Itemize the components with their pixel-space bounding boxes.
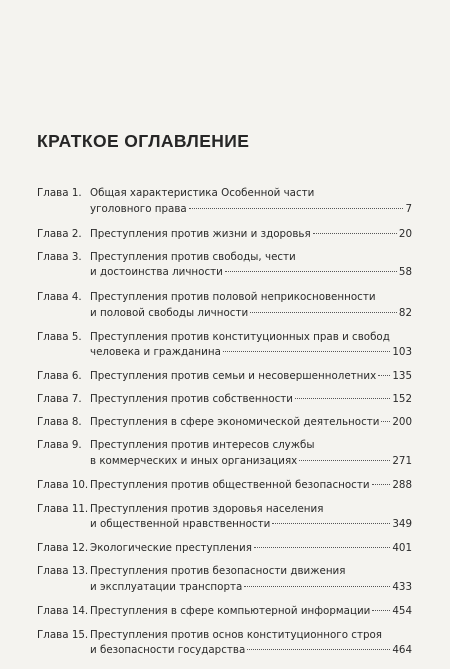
toc-entry[interactable] <box>37 564 412 595</box>
chapter-number: Глава 11. <box>37 502 89 515</box>
toc-entry[interactable] <box>37 502 412 533</box>
chapter-number: Глава 8. <box>37 416 82 428</box>
toc-entry[interactable] <box>37 290 412 321</box>
chapter-title-line: Преступления против половой неприкосновенности <box>90 291 376 303</box>
toc-entry[interactable] <box>37 250 412 281</box>
chapter-title-line: Преступления против общественной безопасности <box>90 478 370 491</box>
chapter-title-line: и достоинства личности <box>90 266 223 278</box>
table-of-contents <box>37 186 412 659</box>
dot-leader <box>254 547 390 548</box>
chapter-number: Глава 5. <box>37 330 82 343</box>
chapter-title-line: Преступления в сфере компьютерной информации <box>90 604 371 617</box>
chapter-title-line: Преступления против основ конституционного строя <box>90 628 382 641</box>
toc-entry[interactable] <box>37 392 412 408</box>
page-number: 58 <box>398 266 412 278</box>
chapter-title-line: Преступления против семьи и несовершеннолетних <box>90 370 377 382</box>
toc-entry[interactable] <box>37 186 412 217</box>
dot-leader <box>223 351 390 352</box>
chapter-title-block <box>90 330 412 361</box>
chapter-title-line: Преступления в сфере экономической деятельности <box>90 416 380 428</box>
page-number: 464 <box>392 644 412 656</box>
toc-entry[interactable] <box>37 541 412 557</box>
chapter-title-block <box>90 415 412 431</box>
page-number: 152 <box>392 393 412 405</box>
chapter-number: Глава 6. <box>37 370 82 382</box>
page-number: 401 <box>392 542 412 554</box>
chapter-title-line: и половой свободы личности <box>90 306 249 319</box>
chapter-title-block <box>90 369 412 385</box>
chapter-title-line: Преступления против конституционных прав и свобод <box>90 330 390 343</box>
chapter-number: Глава 12. <box>37 542 89 554</box>
toc-entry[interactable] <box>37 227 412 243</box>
chapter-number: Глава 9. <box>37 439 82 451</box>
chapter-title-line: в коммерческих и иных организациях <box>90 454 298 467</box>
chapter-title-line: Экологические преступления <box>90 542 252 554</box>
dot-leader <box>189 208 404 209</box>
chapter-number: Глава 14. <box>37 604 89 617</box>
dot-leader <box>313 233 397 234</box>
dot-leader <box>299 460 390 461</box>
page-number: 135 <box>392 370 412 382</box>
page-number: 103 <box>392 346 412 358</box>
chapter-title-block <box>90 502 412 533</box>
page-number: 20 <box>398 227 412 240</box>
dot-leader <box>372 610 390 611</box>
toc-entry[interactable] <box>37 369 412 385</box>
chapter-title-line: Преступления против свободы, чести <box>90 250 296 263</box>
toc-entry[interactable] <box>37 478 412 494</box>
chapter-title-block <box>90 438 412 469</box>
chapter-title-block <box>90 541 412 557</box>
toc-entry[interactable] <box>37 330 412 361</box>
toc-entry[interactable] <box>37 415 412 431</box>
dot-leader <box>250 312 397 313</box>
chapter-number: Глава 13. <box>37 565 89 577</box>
chapter-title-line: и эксплуатации транспорта <box>90 580 243 593</box>
chapter-title-line: Преступления против интересов службы <box>90 439 315 451</box>
dot-leader <box>247 649 390 650</box>
chapter-title-line: человека и гражданина <box>90 346 221 358</box>
chapter-title-block <box>90 604 412 620</box>
dot-leader <box>378 375 390 376</box>
page-number: 200 <box>392 416 412 428</box>
page-number: 454 <box>392 604 412 617</box>
page-number: 349 <box>392 518 412 530</box>
dot-leader <box>372 484 391 485</box>
page-number: 288 <box>392 478 412 491</box>
chapter-number: Глава 4. <box>37 291 82 303</box>
chapter-number: Глава 15. <box>37 628 89 641</box>
chapter-title-line: Преступления против здоровья населения <box>90 502 324 515</box>
chapter-title-block <box>90 250 412 281</box>
dot-leader <box>272 523 390 524</box>
chapter-title-block <box>90 186 412 217</box>
page-title: КРАТКОЕ ОГЛАВЛЕНИЕ <box>37 131 250 151</box>
chapter-title-block <box>90 290 412 321</box>
dot-leader <box>381 421 390 422</box>
dot-leader <box>244 586 390 587</box>
chapter-title-block <box>90 478 412 494</box>
toc-entry[interactable] <box>37 604 412 620</box>
chapter-number: Глава 10. <box>37 478 89 491</box>
chapter-title-line: Преступления против безопасности движения <box>90 565 346 577</box>
page-number: 7 <box>405 202 412 215</box>
chapter-title-line: и общественной нравственности <box>90 518 271 530</box>
chapter-number: Глава 2. <box>37 227 82 240</box>
chapter-title-line: и безопасности государства <box>90 644 246 656</box>
dot-leader <box>225 271 397 272</box>
chapter-title-block <box>90 564 412 595</box>
chapter-title-block <box>90 392 412 408</box>
chapter-title-block <box>90 227 412 243</box>
chapter-title-line: уголовного права <box>90 202 187 215</box>
chapter-title-line: Преступления против собственности <box>90 393 293 405</box>
page-number: 82 <box>398 306 412 319</box>
chapter-title-line: Общая характеристика Особенной части <box>90 187 315 199</box>
chapter-title-line: Преступления против жизни и здоровья <box>90 227 311 240</box>
chapter-number: Глава 7. <box>37 393 82 405</box>
chapter-number: Глава 3. <box>37 250 82 263</box>
chapter-number: Глава 1. <box>37 187 82 199</box>
dot-leader <box>295 398 390 399</box>
toc-entry[interactable] <box>37 628 412 659</box>
page-number: 433 <box>392 580 412 593</box>
toc-entry[interactable] <box>37 438 412 469</box>
chapter-title-block <box>90 628 412 659</box>
page-number: 271 <box>392 454 412 467</box>
